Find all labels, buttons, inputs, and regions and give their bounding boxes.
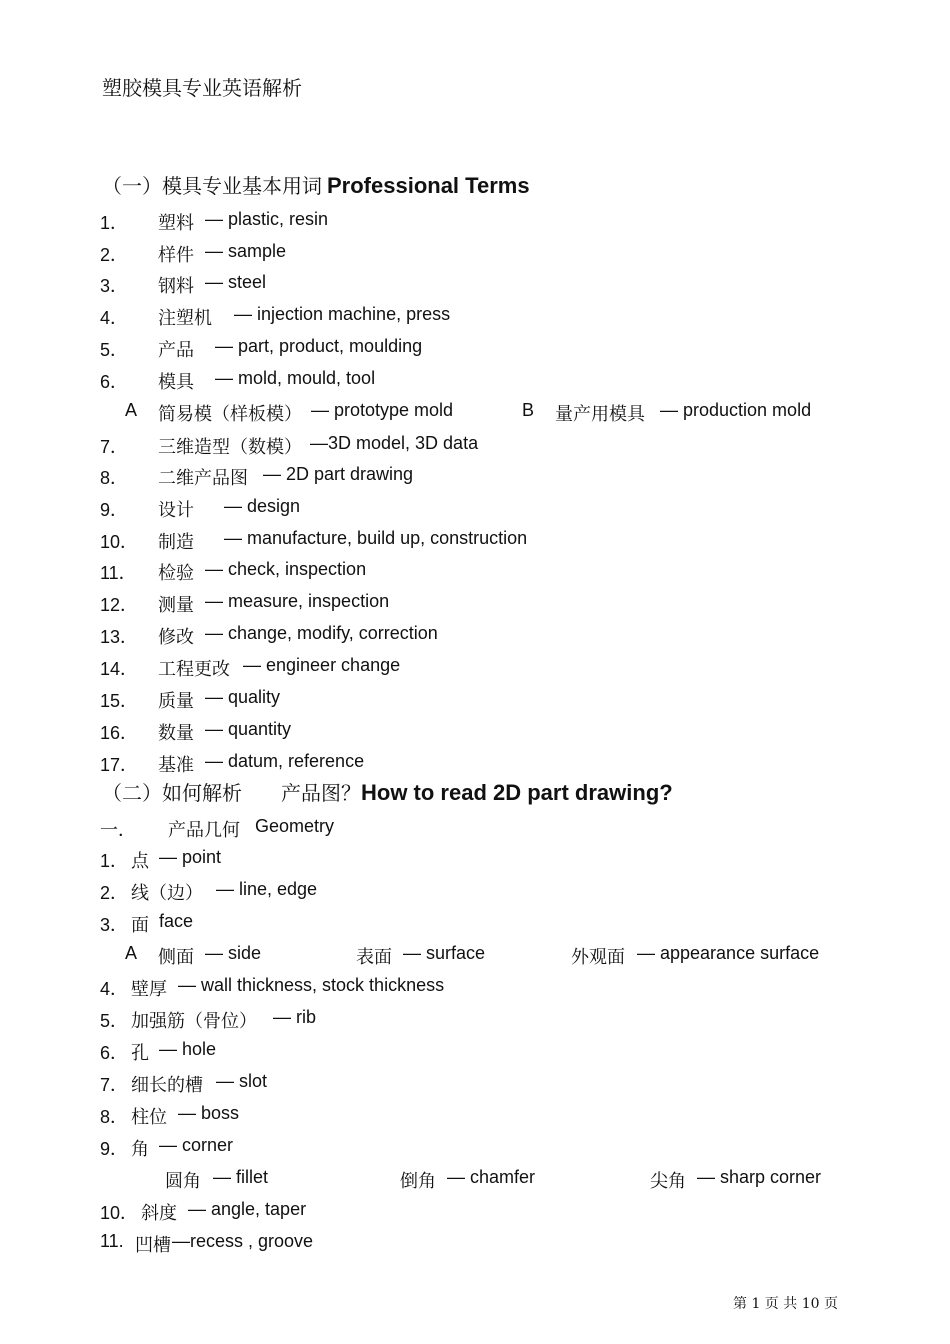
section2-heading-zh1: （二）如何解析	[102, 781, 242, 805]
sub-a-english: — prototype mold	[311, 400, 454, 420]
item-chinese: 斜度	[141, 1203, 177, 1224]
item-english: —3D model, 3D data	[310, 433, 479, 453]
corner-types-line	[165, 1167, 865, 1191]
sub-b-english: — production mold	[660, 400, 812, 420]
item-number: 9．	[100, 1139, 129, 1159]
item-number: 2．	[100, 883, 129, 903]
item-number: 5．	[100, 1011, 129, 1031]
section2-heading-zh2: 产品图？	[281, 781, 361, 805]
sub-c2-chinese: 表面	[356, 947, 392, 968]
list-item	[100, 559, 860, 583]
item-english: — sample	[205, 241, 287, 261]
item-number: 11．	[100, 563, 137, 583]
item-chinese: 凹槽	[135, 1235, 171, 1256]
sub-c1-chinese: 圆角	[165, 1171, 201, 1192]
list-item	[100, 1071, 860, 1095]
item-chinese: 修改	[158, 627, 194, 648]
item-english: — angle, taper	[188, 1199, 307, 1219]
item-english: — quantity	[205, 719, 292, 739]
item-number: 5．	[100, 340, 129, 360]
list-item	[100, 719, 860, 743]
sub-c3-chinese: 外观面	[571, 947, 625, 968]
item-number: 15．	[100, 691, 139, 711]
item-english: — plastic, resin	[205, 209, 329, 229]
item-number: 16．	[100, 723, 139, 743]
item-chinese: 钢料	[158, 276, 194, 297]
list-item	[100, 272, 860, 296]
item-english: — measure, inspection	[205, 591, 390, 611]
item-chinese: 质量	[158, 691, 194, 712]
sub-label-a: A	[125, 943, 138, 963]
item-number: 14．	[100, 659, 139, 679]
item-number: 4．	[100, 979, 129, 999]
item-english: — engineer change	[243, 655, 401, 675]
section1-heading	[102, 170, 530, 199]
item-chinese: 注塑机	[158, 308, 212, 329]
item-chinese: 塑料	[158, 213, 194, 234]
list-item	[100, 1231, 860, 1255]
item-number: 8．	[100, 1107, 129, 1127]
section1-heading-en: Professional Terms	[327, 173, 530, 198]
item-number: 3．	[100, 915, 129, 935]
item-chinese: 孔	[131, 1043, 149, 1064]
list-item	[100, 655, 860, 679]
item-chinese: 数量	[158, 723, 194, 744]
list-item	[100, 528, 860, 552]
item-number: 10．	[100, 532, 139, 552]
list-item	[100, 1199, 860, 1223]
sub-c1-chinese: 侧面	[158, 947, 194, 968]
list-item	[100, 209, 860, 233]
item-chinese: 基准	[158, 755, 194, 776]
item-number: 1．	[100, 851, 129, 871]
item-english: — slot	[216, 1071, 268, 1091]
list-item	[100, 496, 860, 520]
item-chinese: 三维造型（数模）	[158, 437, 302, 458]
list-item	[100, 1103, 860, 1127]
section2-heading	[102, 777, 673, 806]
item-english: — corner	[159, 1135, 234, 1155]
subheading-chinese: 产品几何	[168, 820, 240, 841]
section1-heading-zh: （一）模具专业基本用词	[102, 174, 322, 198]
sub-c3-english: — sharp corner	[697, 1167, 822, 1187]
item-chinese: 工程更改	[158, 659, 230, 680]
item-number: 7．	[100, 1075, 129, 1095]
sub-b-chinese: 量产用模具	[555, 404, 645, 425]
item-number: 6．	[100, 1043, 129, 1063]
item-english: — design	[224, 496, 301, 516]
item-english: — check, inspection	[205, 559, 367, 579]
sub-c2-chinese: 倒角	[400, 1171, 436, 1192]
item-number: 9．	[100, 500, 129, 520]
sub-c3-chinese: 尖角	[650, 1171, 686, 1192]
item-chinese: 细长的槽	[131, 1075, 203, 1096]
list-item	[100, 1007, 860, 1031]
item-chinese: 设计	[158, 500, 194, 521]
item-english: — injection machine, press	[234, 304, 451, 324]
list-item	[100, 241, 860, 265]
page-footer: 第 1 页 共 10 页	[733, 1296, 838, 1312]
list-item	[100, 591, 860, 615]
item-number: 17．	[100, 755, 139, 775]
item-english: — mold, mould, tool	[215, 368, 376, 388]
item-number: 11.	[100, 1231, 124, 1251]
list-item	[100, 336, 860, 360]
item-english: — change, modify, correction	[205, 623, 438, 643]
sub-c2-english: — surface	[403, 943, 486, 963]
item-chinese: 制造	[158, 532, 194, 553]
item-chinese: 样件	[158, 245, 194, 266]
item-english: — part, product, moulding	[215, 336, 423, 356]
item-chinese: 柱位	[131, 1107, 167, 1128]
item-number: 12．	[100, 595, 139, 615]
item-chinese: 二维产品图	[158, 468, 248, 489]
item-chinese: 产品	[158, 340, 194, 361]
item-number: 10．	[100, 1203, 139, 1223]
item-chinese: 测量	[158, 595, 194, 616]
item-english: — datum, reference	[205, 751, 365, 771]
list-item	[100, 1135, 860, 1159]
list-item	[100, 304, 860, 328]
list-item	[100, 751, 860, 775]
subheading-english: Geometry	[255, 816, 335, 836]
item-english: — rib	[273, 1007, 317, 1027]
document-title: 塑胶模具专业英语解析	[102, 76, 302, 100]
list-item	[100, 847, 860, 871]
item-number: 4．	[100, 308, 129, 328]
list-item	[100, 623, 860, 647]
sub-label-a: A	[125, 400, 138, 420]
item-chinese: 点	[131, 851, 149, 872]
item-number: 7．	[100, 437, 129, 457]
item-english: — boss	[178, 1103, 240, 1123]
item-number: 6．	[100, 372, 129, 392]
list-item	[100, 1039, 860, 1063]
item-english: —recess , groove	[172, 1231, 314, 1251]
subheading-number: 一．	[100, 820, 136, 841]
item-english: — steel	[205, 272, 267, 292]
sub-label-b: B	[522, 400, 535, 420]
list-item	[100, 911, 860, 935]
list-item	[100, 879, 860, 903]
item-english: — manufacture, build up, construction	[224, 528, 528, 548]
item-chinese: 面	[131, 915, 149, 936]
item-english: — quality	[205, 687, 281, 707]
list-item	[100, 687, 860, 711]
item-english: face	[159, 911, 194, 931]
item-english: — wall thickness, stock thickness	[178, 975, 445, 995]
list-item	[100, 464, 860, 488]
item-chinese: 检验	[158, 563, 194, 584]
item-english: — line, edge	[216, 879, 318, 899]
section2-heading-en: How to read 2D part drawing?	[361, 780, 673, 805]
geometry-subheading	[100, 816, 860, 840]
list-item	[100, 433, 860, 457]
item-english: — point	[159, 847, 222, 867]
item-number: 2．	[100, 245, 129, 265]
item-english: — 2D part drawing	[263, 464, 414, 484]
sub-c3-english: — appearance surface	[637, 943, 820, 963]
sub-a-chinese: 简易模（样板模）	[158, 404, 302, 425]
item-chinese: 模具	[158, 372, 194, 393]
item-english: — hole	[159, 1039, 217, 1059]
list-item	[100, 368, 860, 392]
mold-types-line	[125, 400, 865, 424]
item-chinese: 壁厚	[131, 979, 167, 1000]
sub-c2-english: — chamfer	[447, 1167, 536, 1187]
list-item	[100, 975, 860, 999]
surface-types-line	[125, 943, 865, 967]
sub-c1-english: — fillet	[213, 1167, 269, 1187]
item-chinese: 加强筋（骨位）	[131, 1011, 257, 1032]
item-number: 3．	[100, 276, 129, 296]
item-chinese: 角	[131, 1139, 149, 1160]
item-number: 8．	[100, 468, 129, 488]
sub-c1-english: — side	[205, 943, 262, 963]
item-number: 1．	[100, 213, 129, 233]
item-number: 13．	[100, 627, 139, 647]
item-chinese: 线（边）	[131, 883, 203, 904]
